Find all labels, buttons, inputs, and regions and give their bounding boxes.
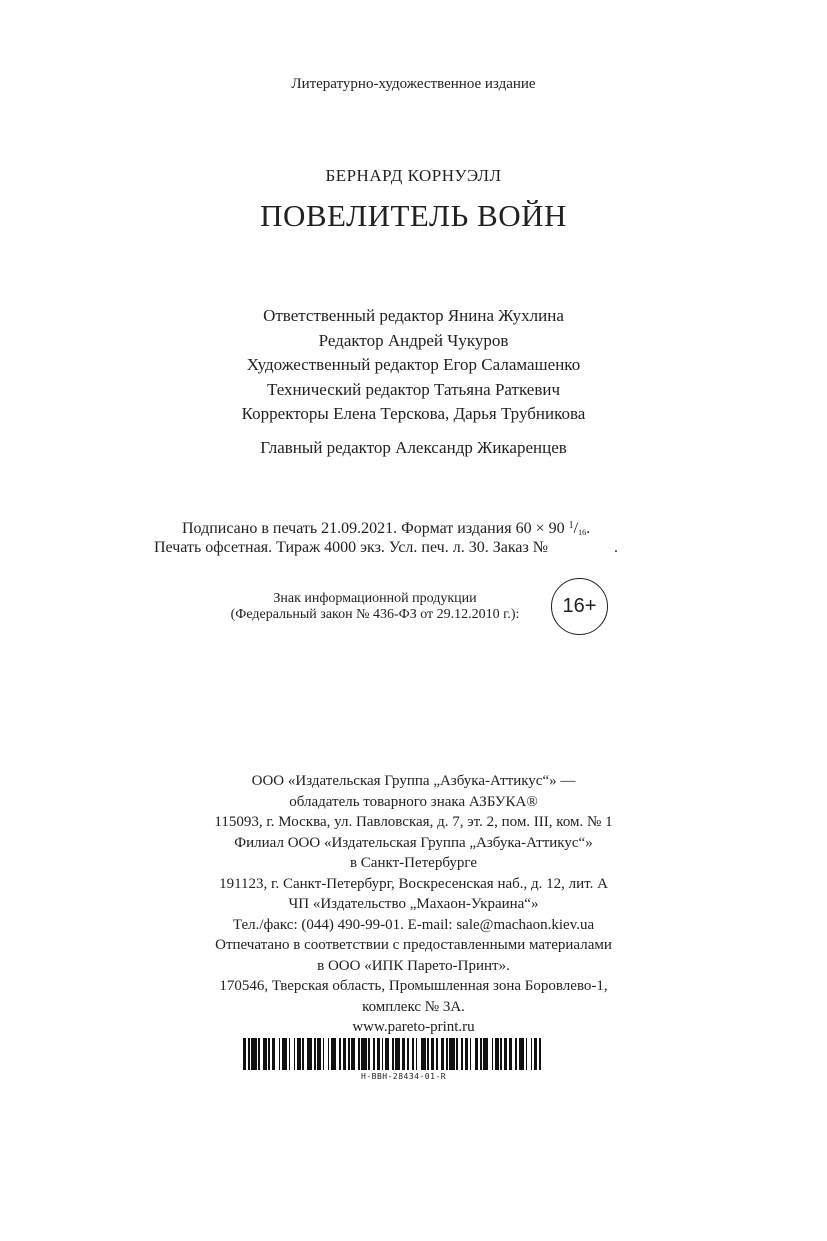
- format-slash: /: [573, 520, 579, 537]
- author-name: БЕРНАРД КОРНУЭЛЛ: [325, 166, 502, 185]
- imprint-block: [0, 771, 827, 1038]
- print-info-text: Подписано в печать 21.09.2021. Формат издания 60 × 90: [182, 520, 569, 537]
- imprint-line: 115093, г. Москва, ул. Павловская, д. 7, эт. 2, пом. III, ком. № 1: [214, 814, 613, 830]
- barcode-code: H-BBH-28434-01-R: [361, 1072, 447, 1081]
- age-rating-label-line: Знак информационной продукции: [273, 591, 477, 606]
- imprint-line: ЧП «Издательство „Махаон-Украина“»: [288, 896, 539, 912]
- chief-editor: Главный редактор Александр Жикаренцев: [260, 438, 567, 457]
- credit-line: Технический редактор Татьяна Раткевич: [266, 379, 561, 399]
- imprint-line: Тел./факс: (044) 490-99-01. E-mail: sale@machaon.kiev.ua: [232, 916, 595, 933]
- credit-line: Корректоры Елена Терскова, Дарья Трубникова: [241, 404, 586, 423]
- imprint-line: в ООО «ИПК Парето-Принт».: [317, 957, 510, 974]
- barcode: [243, 1038, 573, 1081]
- credit-line: Редактор Андрей Чукуров: [318, 330, 509, 350]
- credits-block: [0, 304, 827, 427]
- barcode-bar: [541, 1038, 544, 1070]
- print-info-end: .: [586, 520, 591, 537]
- age-rating-badge: 16+: [551, 578, 608, 635]
- imprint-line: в Санкт-Петербурге: [349, 855, 478, 871]
- format-fraction: [569, 520, 586, 537]
- publication-type: Литературно-художественное издание: [291, 76, 536, 92]
- credit-line: Художественный редактор Егор Саламашенко: [246, 355, 581, 374]
- imprint-line: 170546, Тверская область, Промышленная зона Боровлево-1,: [219, 978, 608, 994]
- imprint-line: Отпечатано в соответствии с предоставленными материалами: [215, 937, 612, 953]
- imprint-line: комплекс № 3А.: [362, 998, 465, 1015]
- age-rating-label-line: (Федеральный закон № 436-ФЗ от 29.12.2010 г.):: [230, 607, 520, 622]
- print-info-end: .: [614, 539, 619, 556]
- print-info-text: Печать офсетная. Тираж 4000 экз. Усл. печ. л. 30. Заказ №: [154, 539, 549, 556]
- barcode-bars: [243, 1038, 573, 1070]
- format-numerator: 1: [568, 520, 574, 531]
- imprint-line: Филиал ООО «Издательская Группа „Азбука-Аттикус“»: [234, 834, 593, 851]
- imprint-line: ООО «Издательская Группа „Азбука-Аттикус“» —: [251, 773, 576, 789]
- imprint-line: 191123, г. Санкт-Петербург, Воскресенская наб., д. 12, лит. А: [219, 875, 608, 892]
- book-title: ПОВЕЛИТЕЛЬ ВОЙН: [260, 198, 567, 233]
- age-rating-label: [210, 591, 540, 623]
- imprint-line: www.pareto-print.ru: [352, 1019, 475, 1035]
- credit-line: Ответственный редактор Янина Жухлина: [263, 306, 564, 325]
- format-denominator: 16: [578, 528, 587, 537]
- imprint-line: обладатель товарного знака АЗБУКА®: [289, 793, 538, 810]
- print-info-line-2: [154, 537, 618, 559]
